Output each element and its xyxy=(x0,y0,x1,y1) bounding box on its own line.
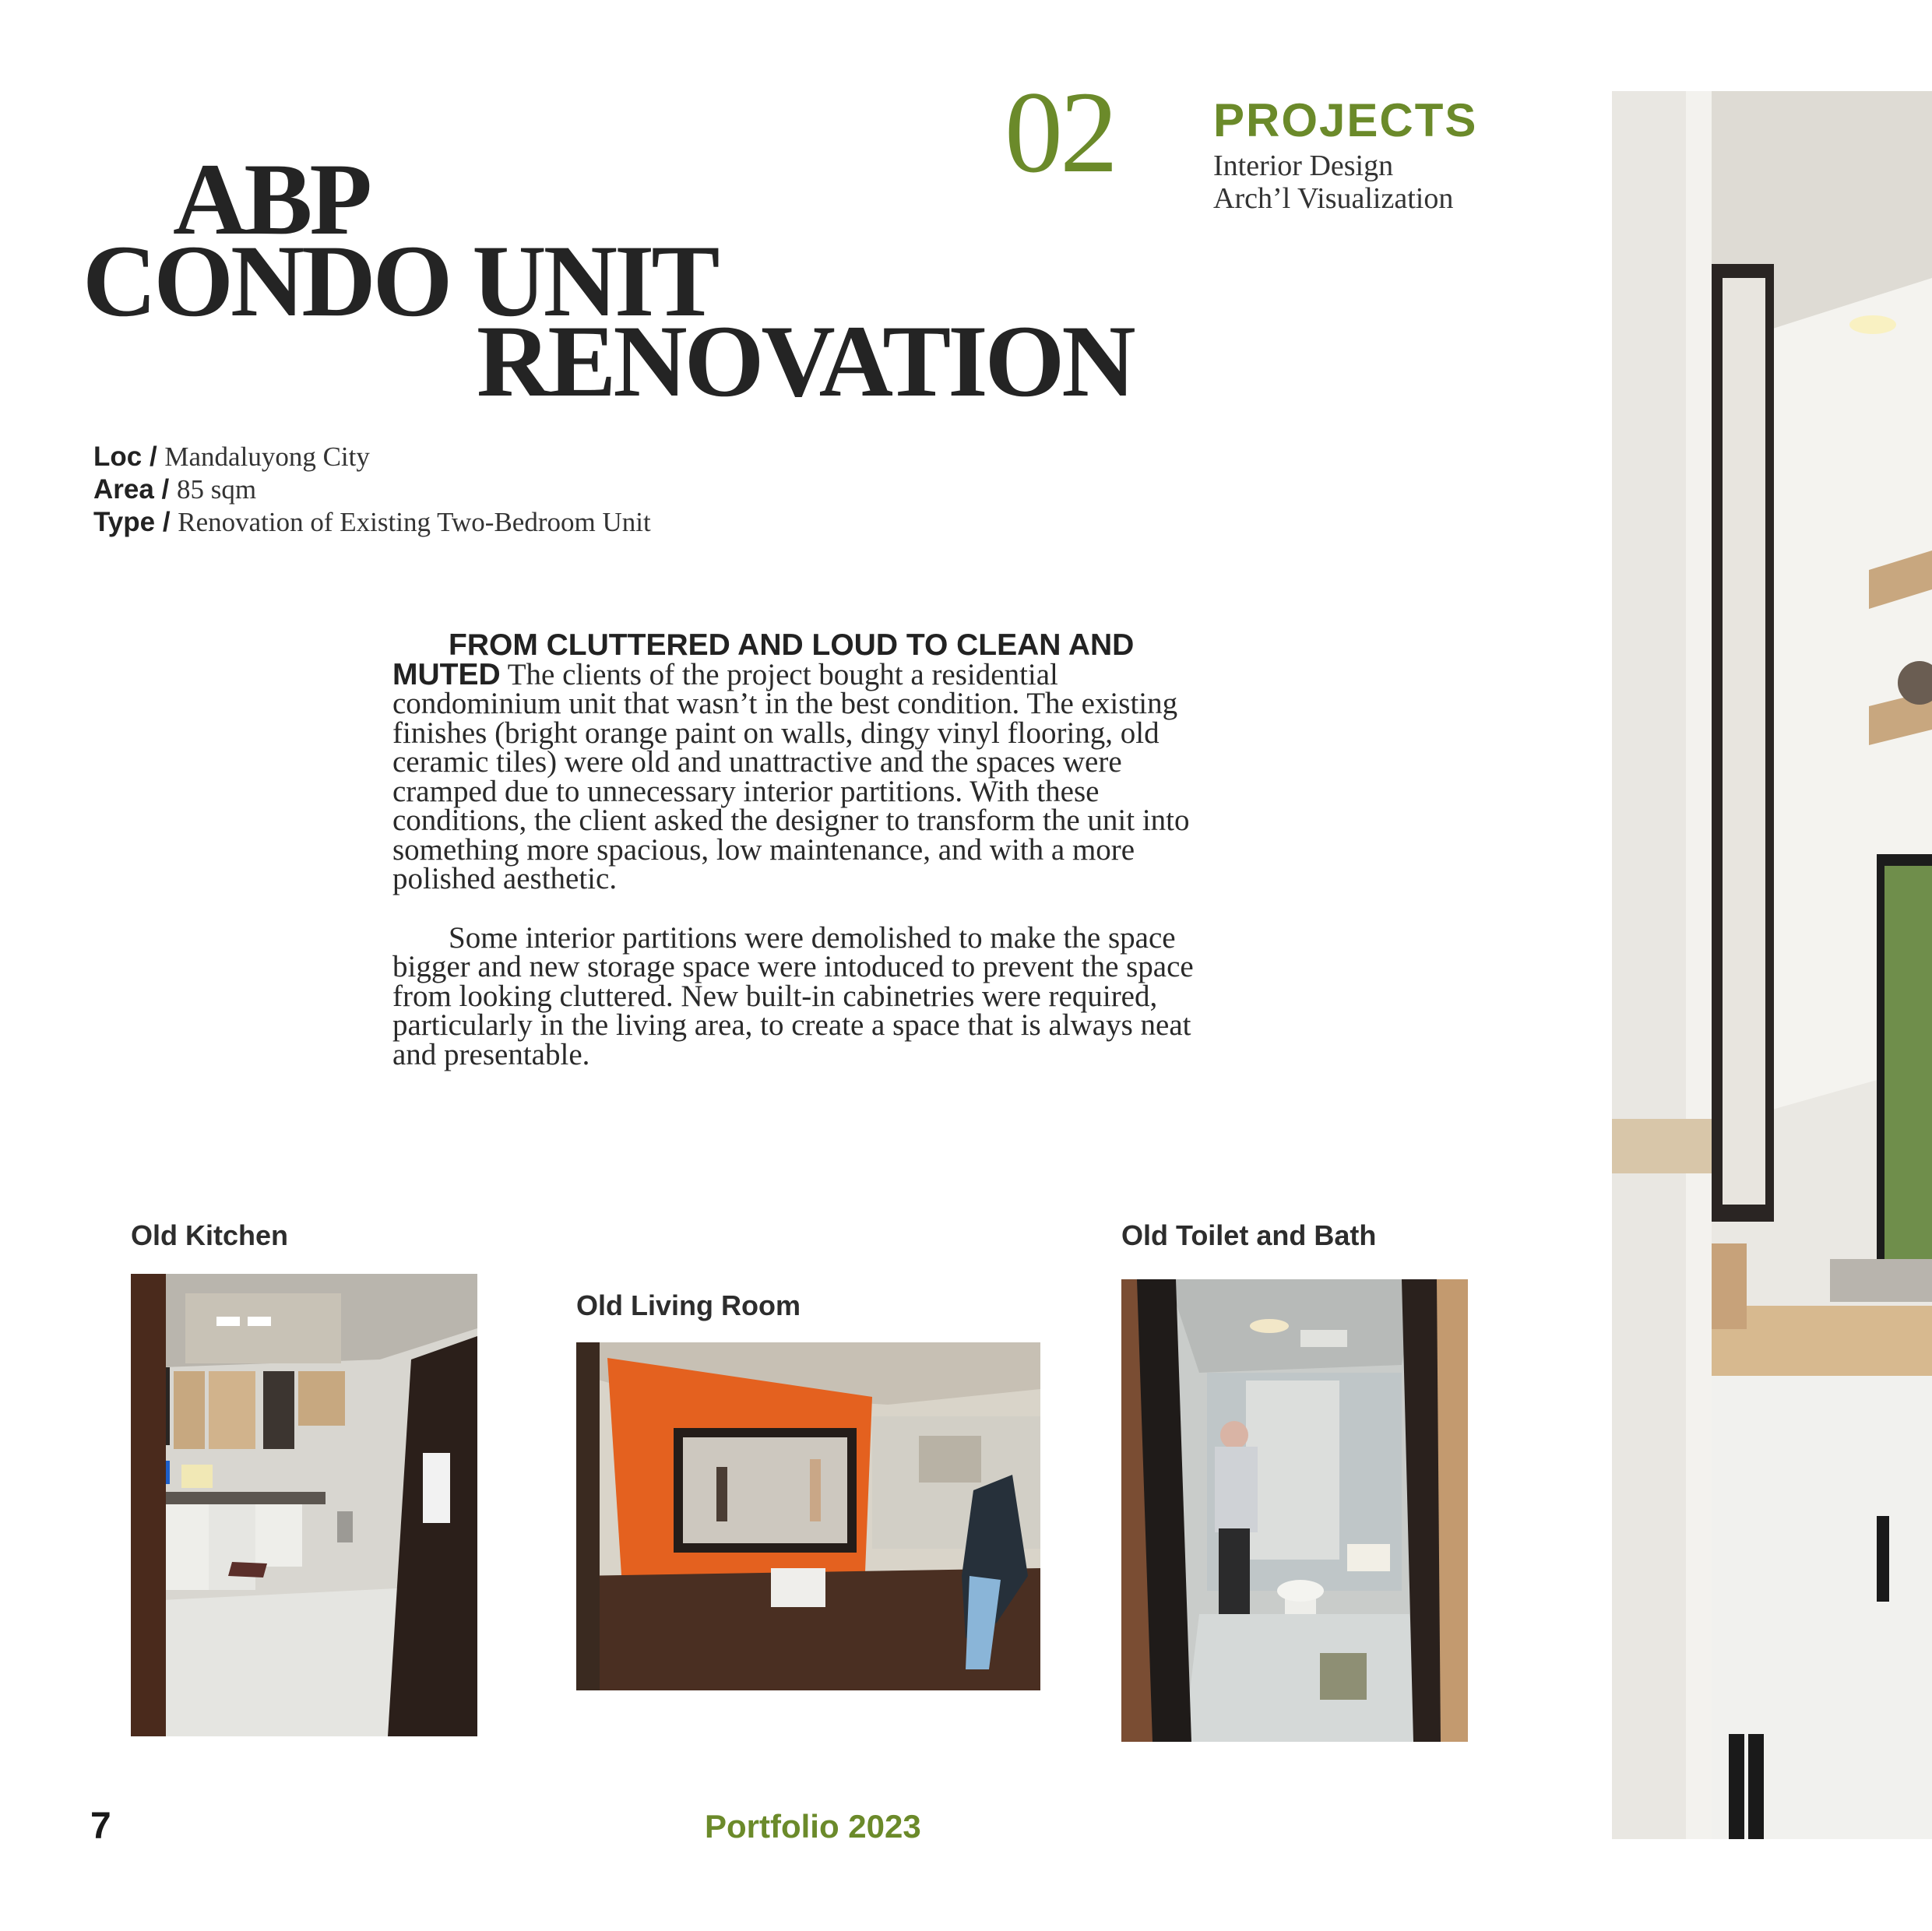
description-paragraph-2: Some interior partitions were demolished to make the space bigger and new storage space were intoduced to prevent the space from looking cluttered. New built-in cabinetries were required, particularly in the living area, to create a space that is always neat and presentable. xyxy=(392,920,1194,1071)
meta-location-key: Loc / xyxy=(93,441,165,472)
footer-brand: Portfolio 2023 xyxy=(705,1808,921,1845)
caption-old-kitchen: Old Kitchen xyxy=(131,1219,289,1251)
meta-location xyxy=(93,441,651,473)
project-title-line-2: CONDO UNIT xyxy=(83,223,717,338)
description-paragraph-1 xyxy=(392,628,1233,895)
meta-area-key: Area / xyxy=(93,474,177,505)
project-title-line-1: ABP xyxy=(173,142,369,256)
meta-type-value: Renovation of Existing Two-Bedroom Unit xyxy=(178,507,651,537)
meta-type xyxy=(93,506,651,539)
photo-old-toilet-bath xyxy=(1121,1279,1468,1742)
photo-interior-render xyxy=(1612,91,1932,1839)
section-subtitle-interior: Interior Design xyxy=(1213,149,1394,182)
meta-location-value: Mandaluyong City xyxy=(164,441,370,472)
project-description xyxy=(392,628,1233,1099)
meta-area xyxy=(93,473,651,506)
meta-type-key: Type / xyxy=(93,507,178,537)
section-number: 02 xyxy=(1005,68,1115,197)
description-p1-text: The clients of the project bought a residential condominium unit that wasn’t in the best condition. The existing finishes (bright orange paint on walls, dingy vinyl flooring, old ceramic tiles) were old and unattractive and the spaces were cramped due to unnecessary interior partitions. With these conditions, the client asked the designer to transform the unit into something more spacious, low maintenance, and with a more polished aesthetic. xyxy=(392,657,1190,895)
photo-old-living-room xyxy=(576,1342,1040,1690)
description-lead: FROM CLUTTERED AND LOUD TO CLEAN AND MUTED xyxy=(392,628,1135,691)
page-number: 7 xyxy=(90,1806,111,1847)
project-title-line-3: RENOVATION xyxy=(477,304,1133,418)
caption-old-living-room: Old Living Room xyxy=(576,1289,801,1321)
caption-old-toilet-bath: Old Toilet and Bath xyxy=(1121,1219,1377,1251)
meta-area-value: 85 sqm xyxy=(177,474,257,505)
project-meta xyxy=(93,441,651,539)
photo-old-kitchen xyxy=(131,1274,477,1736)
section-title: PROJECTS xyxy=(1213,94,1478,146)
section-subtitles xyxy=(1213,149,1453,215)
section-subtitle-visualization: Arch’l Visualization xyxy=(1213,182,1454,215)
